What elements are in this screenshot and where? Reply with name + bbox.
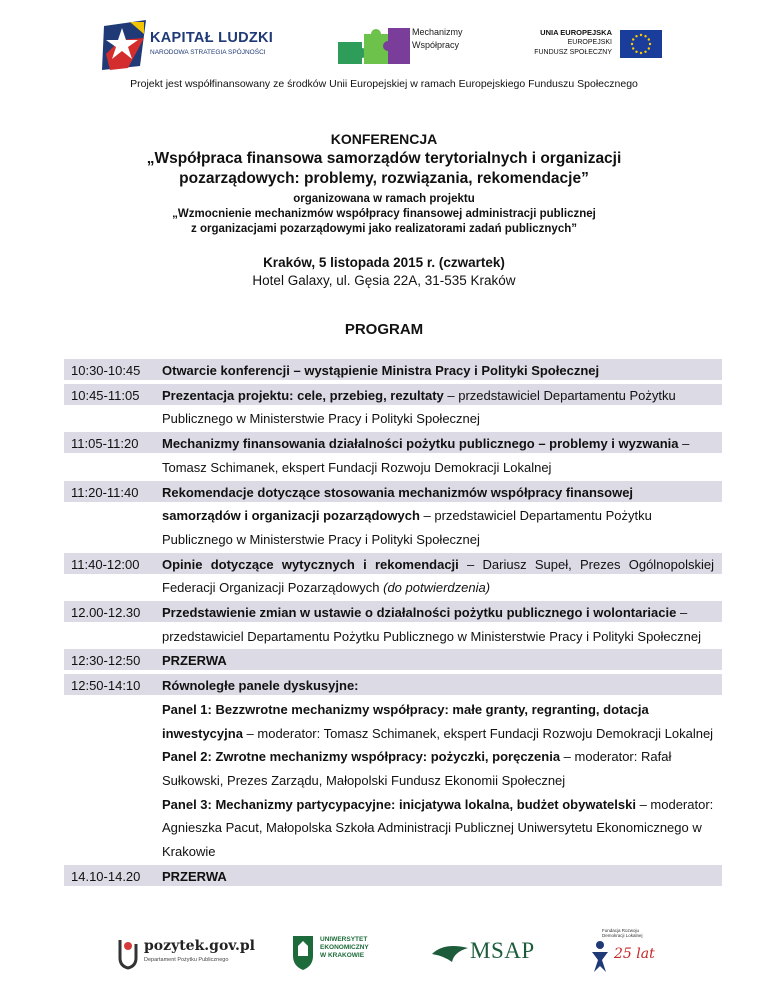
row-title: Prezentacja projektu: cele, przebieg, rezultaty [162, 387, 444, 403]
efs-line2: FUNDUSZ SPOŁECZNY [534, 49, 612, 56]
row-details: – Dariusz Supeł, Prezes Ogólnopolskiej Federacji Organizacji Pozarządowych [162, 556, 715, 596]
crest-icon [290, 932, 316, 972]
msap-logo [430, 934, 540, 974]
panel-title: Panel 2: Zwrotne mechanizmy współpracy: pożyczki, poręczenia [162, 749, 561, 765]
row-details: – przedstawiciel Departamentu Pożytku Publicznego w Ministerstwie Pracy i Polityki Społecznej [162, 605, 702, 644]
program-table [64, 358, 722, 888]
conference-label: KONFERENCJA [330, 131, 438, 147]
row-time: 12.00-12.30 [71, 605, 141, 621]
row-title: Równoległe panele dyskusyjne: [162, 678, 359, 694]
eu-name: UNIA EUROPEJSKA [540, 28, 612, 37]
kapital-ludzki-star-icon [100, 18, 150, 74]
row-title: Mechanizmy finansowania działalności pożytku publicznego – problemy i wyzwania [162, 436, 679, 452]
row-title: Opinie dotyczące wytycznych i rekomendacji [162, 556, 459, 572]
row-title: Otwarcie konferencji – wystąpienie Ministra Pracy i Polityki Społecznej [162, 363, 600, 378]
panel-title: Panel 3: Mechanizmy partycypacyjne: inicjatywa lokalna, budżet obywatelski [162, 796, 636, 812]
row-time: 12:30-12:50 [71, 653, 141, 669]
header-logos [0, 18, 768, 74]
program-row [64, 648, 722, 673]
funding-statement: Projekt jest współfinansowany ze środków Unii Europejskiej w ramach Europejskiego Funduszu Społecznego [130, 78, 638, 90]
row-time: 11:20-11:40 [71, 484, 139, 500]
row-details: – Tomasz Schimanek, ekspert Fundacji Rozwoju Demokracji Lokalnej [162, 436, 690, 475]
row-time: 10:30-10:45 [71, 363, 141, 378]
row-time: 11:40-12:00 [71, 556, 140, 572]
organized-note: organizowana w ramach projektu [293, 193, 475, 205]
row-note: (do potwierdzenia) [383, 580, 491, 596]
kapital-ludzki-logo [100, 18, 290, 74]
kapital-ludzki-subtitle: NARODOWA STRATEGIA SPÓJNOŚCI [150, 49, 266, 56]
conference-title-line1: „Współpraca finansowa samorządów terytorialnych i organizacji [146, 150, 622, 167]
program-row [64, 480, 722, 552]
footer-logos [0, 928, 768, 978]
event-date: Kraków, 5 listopada 2015 r. (czwartek) [263, 255, 505, 270]
panel-details: – moderator: Rafał Sułkowski, Prezes Zarządu, Małopolski Fundusz Ekonomii Społecznej [162, 749, 672, 788]
hands-icon [116, 936, 142, 972]
row-title: PRZERWA [162, 868, 227, 884]
row-description [162, 601, 714, 648]
conference-title [0, 149, 768, 189]
uek-logo [290, 930, 380, 974]
mechanizmy-wspolpracy-logo [336, 24, 496, 70]
conference-title-line2: pozarządowych: problemy, rozwiązania, rekomendacje” [179, 170, 589, 187]
row-description [162, 649, 714, 673]
pozytek-logo [116, 934, 255, 974]
row-time: 14.10-14.20 [71, 868, 141, 884]
program-heading: PROGRAM [344, 321, 424, 338]
row-description [162, 674, 714, 864]
project-name-line2: z organizacjami pozarządowymi jako realizatorami zadań publicznych” [191, 223, 577, 235]
row-time: 10:45-11:05 [71, 387, 140, 403]
panel-item [162, 793, 714, 864]
row-description [162, 432, 714, 479]
conference-header [0, 130, 768, 340]
msap-text: MSAP [470, 938, 535, 963]
figure-icon [588, 940, 612, 974]
row-description [162, 359, 714, 383]
row-details: – przedstawiciel Departamentu Pożytku Publicznego w Ministerstwie Pracy i Polityki Społecznej [162, 508, 652, 547]
row-description [162, 481, 714, 552]
row-details: – przedstawiciel Departamentu Pożytku Publicznego w Ministerstwie Pracy i Polityki Społecznej [162, 387, 676, 427]
program-row [64, 383, 722, 431]
panel-title: Panel 1: Bezzwrotne mechanizmy współpracy: małe granty, regranting, dotacja inwestycyjna [162, 701, 649, 741]
panel-details: – moderator: Tomasz Schimanek, ekspert Fundacji Rozwoju Demokracji Lokalnej [242, 725, 714, 741]
mechanizmy-wspolpracy-text: Mechanizmy Współpracy [412, 27, 463, 50]
uek-text: UNIWERSYTET EKONOMICZNY W KRAKOWIE [320, 936, 369, 959]
eu-logo [532, 28, 662, 68]
panel-item [162, 745, 714, 792]
row-description [162, 553, 714, 600]
row-time: 12:50-14:10 [71, 678, 141, 694]
frdl-text: Fundacja Rozwoju Demokracji Lokalnej [602, 928, 643, 938]
program-row [64, 358, 722, 383]
eu-logo-text [532, 28, 612, 58]
program-row [64, 600, 722, 648]
program-row [64, 673, 722, 864]
program-row [64, 864, 722, 889]
program-row [64, 431, 722, 479]
panel-details: – moderator: Agnieszka Pacut, Małopolska Szkoła Administracji Publicznej Uniwersytetu Ekonomicznego w Krakowie [162, 796, 714, 860]
row-description [162, 865, 714, 889]
row-title: PRZERWA [162, 653, 227, 669]
frdl-logo [586, 928, 656, 978]
pozytek-sub: Departament Pożytku Publicznego [144, 957, 229, 963]
efs-line1: EUROPEJSKI [567, 39, 612, 46]
puzzle-icon [336, 24, 412, 70]
panel-item [162, 698, 714, 745]
project-name-line1: „Wzmocnienie mechanizmów współpracy finansowej administracji publicznej [172, 208, 596, 220]
program-row [64, 552, 722, 600]
eagle-icon [430, 940, 470, 970]
frdl-badge: 25 lat [614, 946, 655, 962]
pozytek-name: pozytek.gov.pl [144, 938, 255, 954]
row-time: 11:05-11:20 [71, 436, 139, 452]
row-title: Rekomendacje dotyczące stosowania mechanizmów współpracy finansowej samorządów i organizacji pozarządowych [162, 484, 634, 524]
eu-flag-icon [620, 30, 662, 58]
event-venue: Hotel Galaxy, ul. Gęsia 22A, 31-535 Kraków [252, 273, 516, 288]
kapital-ludzki-title: KAPITAŁ LUDZKI [150, 30, 274, 46]
row-title: Przedstawienie zmian w ustawie o działalności pożytku publicznego i wolontariacie [162, 605, 677, 621]
row-description [162, 384, 714, 431]
